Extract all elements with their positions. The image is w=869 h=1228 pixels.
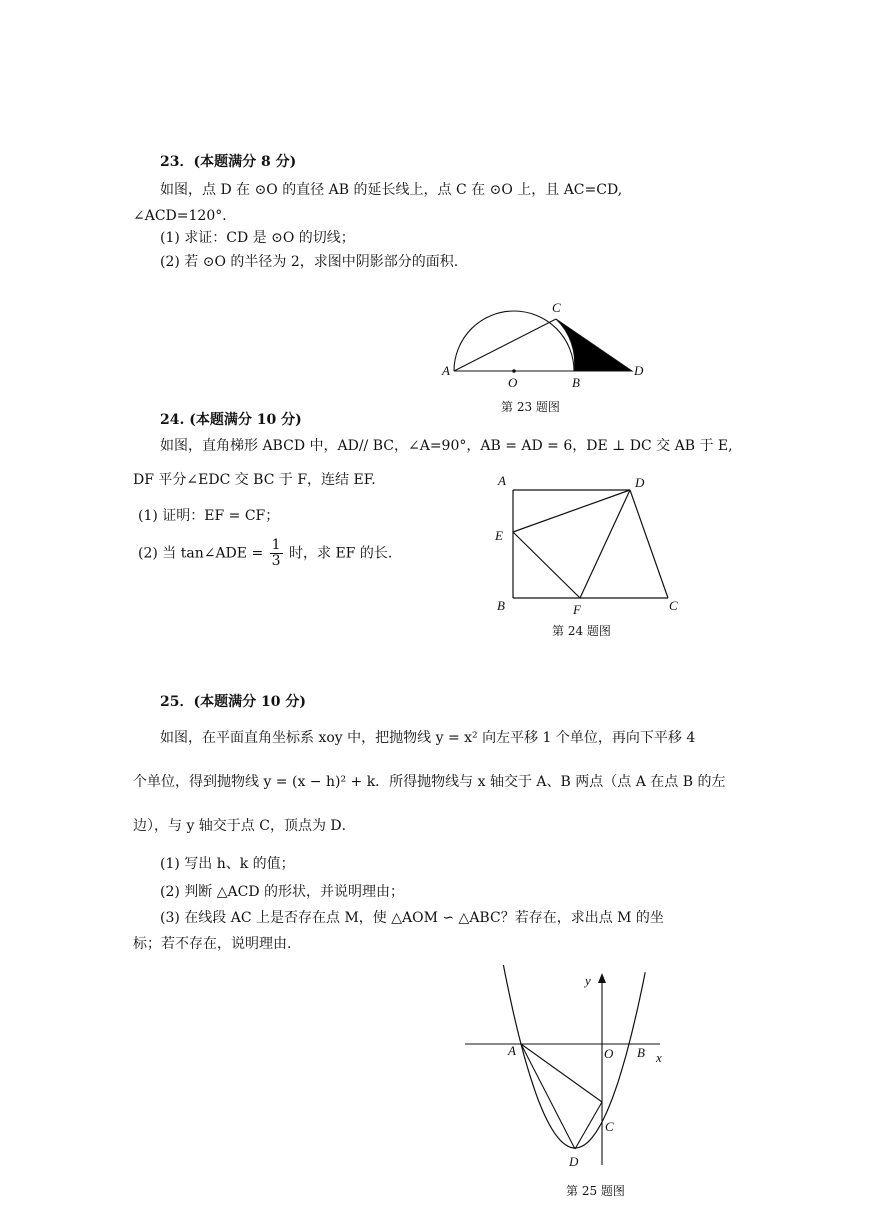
q25-header: 25．(本题满分 10 分) [160, 694, 306, 710]
label-C: C [552, 300, 561, 315]
q25-part1: (1) 写出 h、k 的值； [160, 856, 295, 872]
label-B: B [497, 598, 505, 613]
label-O: O [604, 1046, 614, 1061]
q24-statement-line2: DF 平分∠EDC 交 BC 于 F，连结 EF. [133, 472, 376, 488]
label-F: F [573, 602, 581, 617]
q23-figure [430, 290, 660, 390]
segment-DE [513, 490, 630, 532]
label-B: B [572, 375, 580, 390]
label-E: E [495, 528, 503, 543]
label-A: A [498, 473, 506, 488]
parabola-curve [481, 965, 646, 1148]
q25-caption: 第 25 题图 [566, 1184, 625, 1198]
q23-part2: (2) 若 ⊙O 的半径为 2，求图中阴影部分的面积. [160, 254, 459, 270]
q24-part1: (1) 证明：EF = CF； [138, 508, 280, 524]
q24-part2 [138, 538, 392, 569]
segment-DF [580, 490, 630, 598]
label-D: D [634, 363, 644, 378]
q25-statement-line1: 如图，在平面直角坐标系 xoy 中，把抛物线 y = x² 向左平移 1 个单位，再向下平移 4 [160, 730, 696, 746]
segment-AC [521, 1044, 602, 1102]
label-D: D [569, 1154, 579, 1169]
side-DC [630, 490, 668, 598]
chord-AC [454, 319, 556, 371]
label-A: A [442, 363, 450, 378]
label-x: x [656, 1050, 662, 1065]
q23-statement-line2: ∠ACD=120°． [133, 208, 237, 224]
q24-figure [490, 470, 690, 620]
label-O: O [508, 375, 518, 390]
fraction-denominator: 3 [271, 553, 281, 569]
q23-statement-line1: 如图，点 D 在 ⊙O 的直径 AB 的延长线上，点 C 在 ⊙O 上，且 AC=CD, [160, 182, 623, 198]
label-B: B [637, 1045, 645, 1060]
q24-caption: 第 24 题图 [552, 624, 611, 638]
q23-caption: 第 23 题图 [501, 400, 560, 414]
q25-statement-line3: 边），与 y 轴交于点 C，顶点为 D． [133, 818, 356, 834]
segment-AD [521, 1044, 575, 1149]
q23-part1: (1) 求证：CD 是 ⊙O 的切线； [160, 230, 355, 246]
q25-part3-line2: 标；若不存在，说明理由. [133, 936, 292, 952]
q23-header: 23．(本题满分 8 分) [160, 154, 297, 170]
q25-figure [455, 965, 675, 1175]
fraction-one-third [270, 538, 283, 569]
label-C: C [669, 598, 678, 613]
fraction-numerator: 1 [271, 537, 281, 553]
q25-part3-line1: (3) 在线段 AC 上是否存在点 M，使 △AOM ∽ △ABC？若存在，求出点 M 的坐 [160, 910, 664, 926]
label-C: C [605, 1119, 614, 1134]
shaded-region [556, 319, 632, 371]
q24-statement-line1: 如图，直角梯形 ABCD 中，AD// BC，∠A=90°，AB = AD = 6，DE ⊥ DC 交 AB 于 E, [160, 438, 733, 454]
label-D: D [635, 475, 645, 490]
label-y: y [585, 973, 591, 988]
q24-part2-tail: 时，求 EF 的长. [289, 545, 393, 562]
label-A: A [508, 1043, 516, 1058]
center-point-O [512, 369, 516, 373]
segment-EF [513, 532, 580, 598]
q25-part2: (2) 判断 △ACD 的形状，并说明理由； [160, 884, 404, 900]
q24-part2-text: (2) 当 tan∠ADE = [138, 545, 264, 562]
y-axis-arrow [598, 973, 606, 983]
q25-statement-line2: 个单位，得到抛物线 y = (x − h)² + k．所得抛物线与 x 轴交于 A、B 两点（点 A 在点 B 的左 [133, 774, 726, 790]
q24-header: 24. (本题满分 10 分) [160, 412, 302, 428]
